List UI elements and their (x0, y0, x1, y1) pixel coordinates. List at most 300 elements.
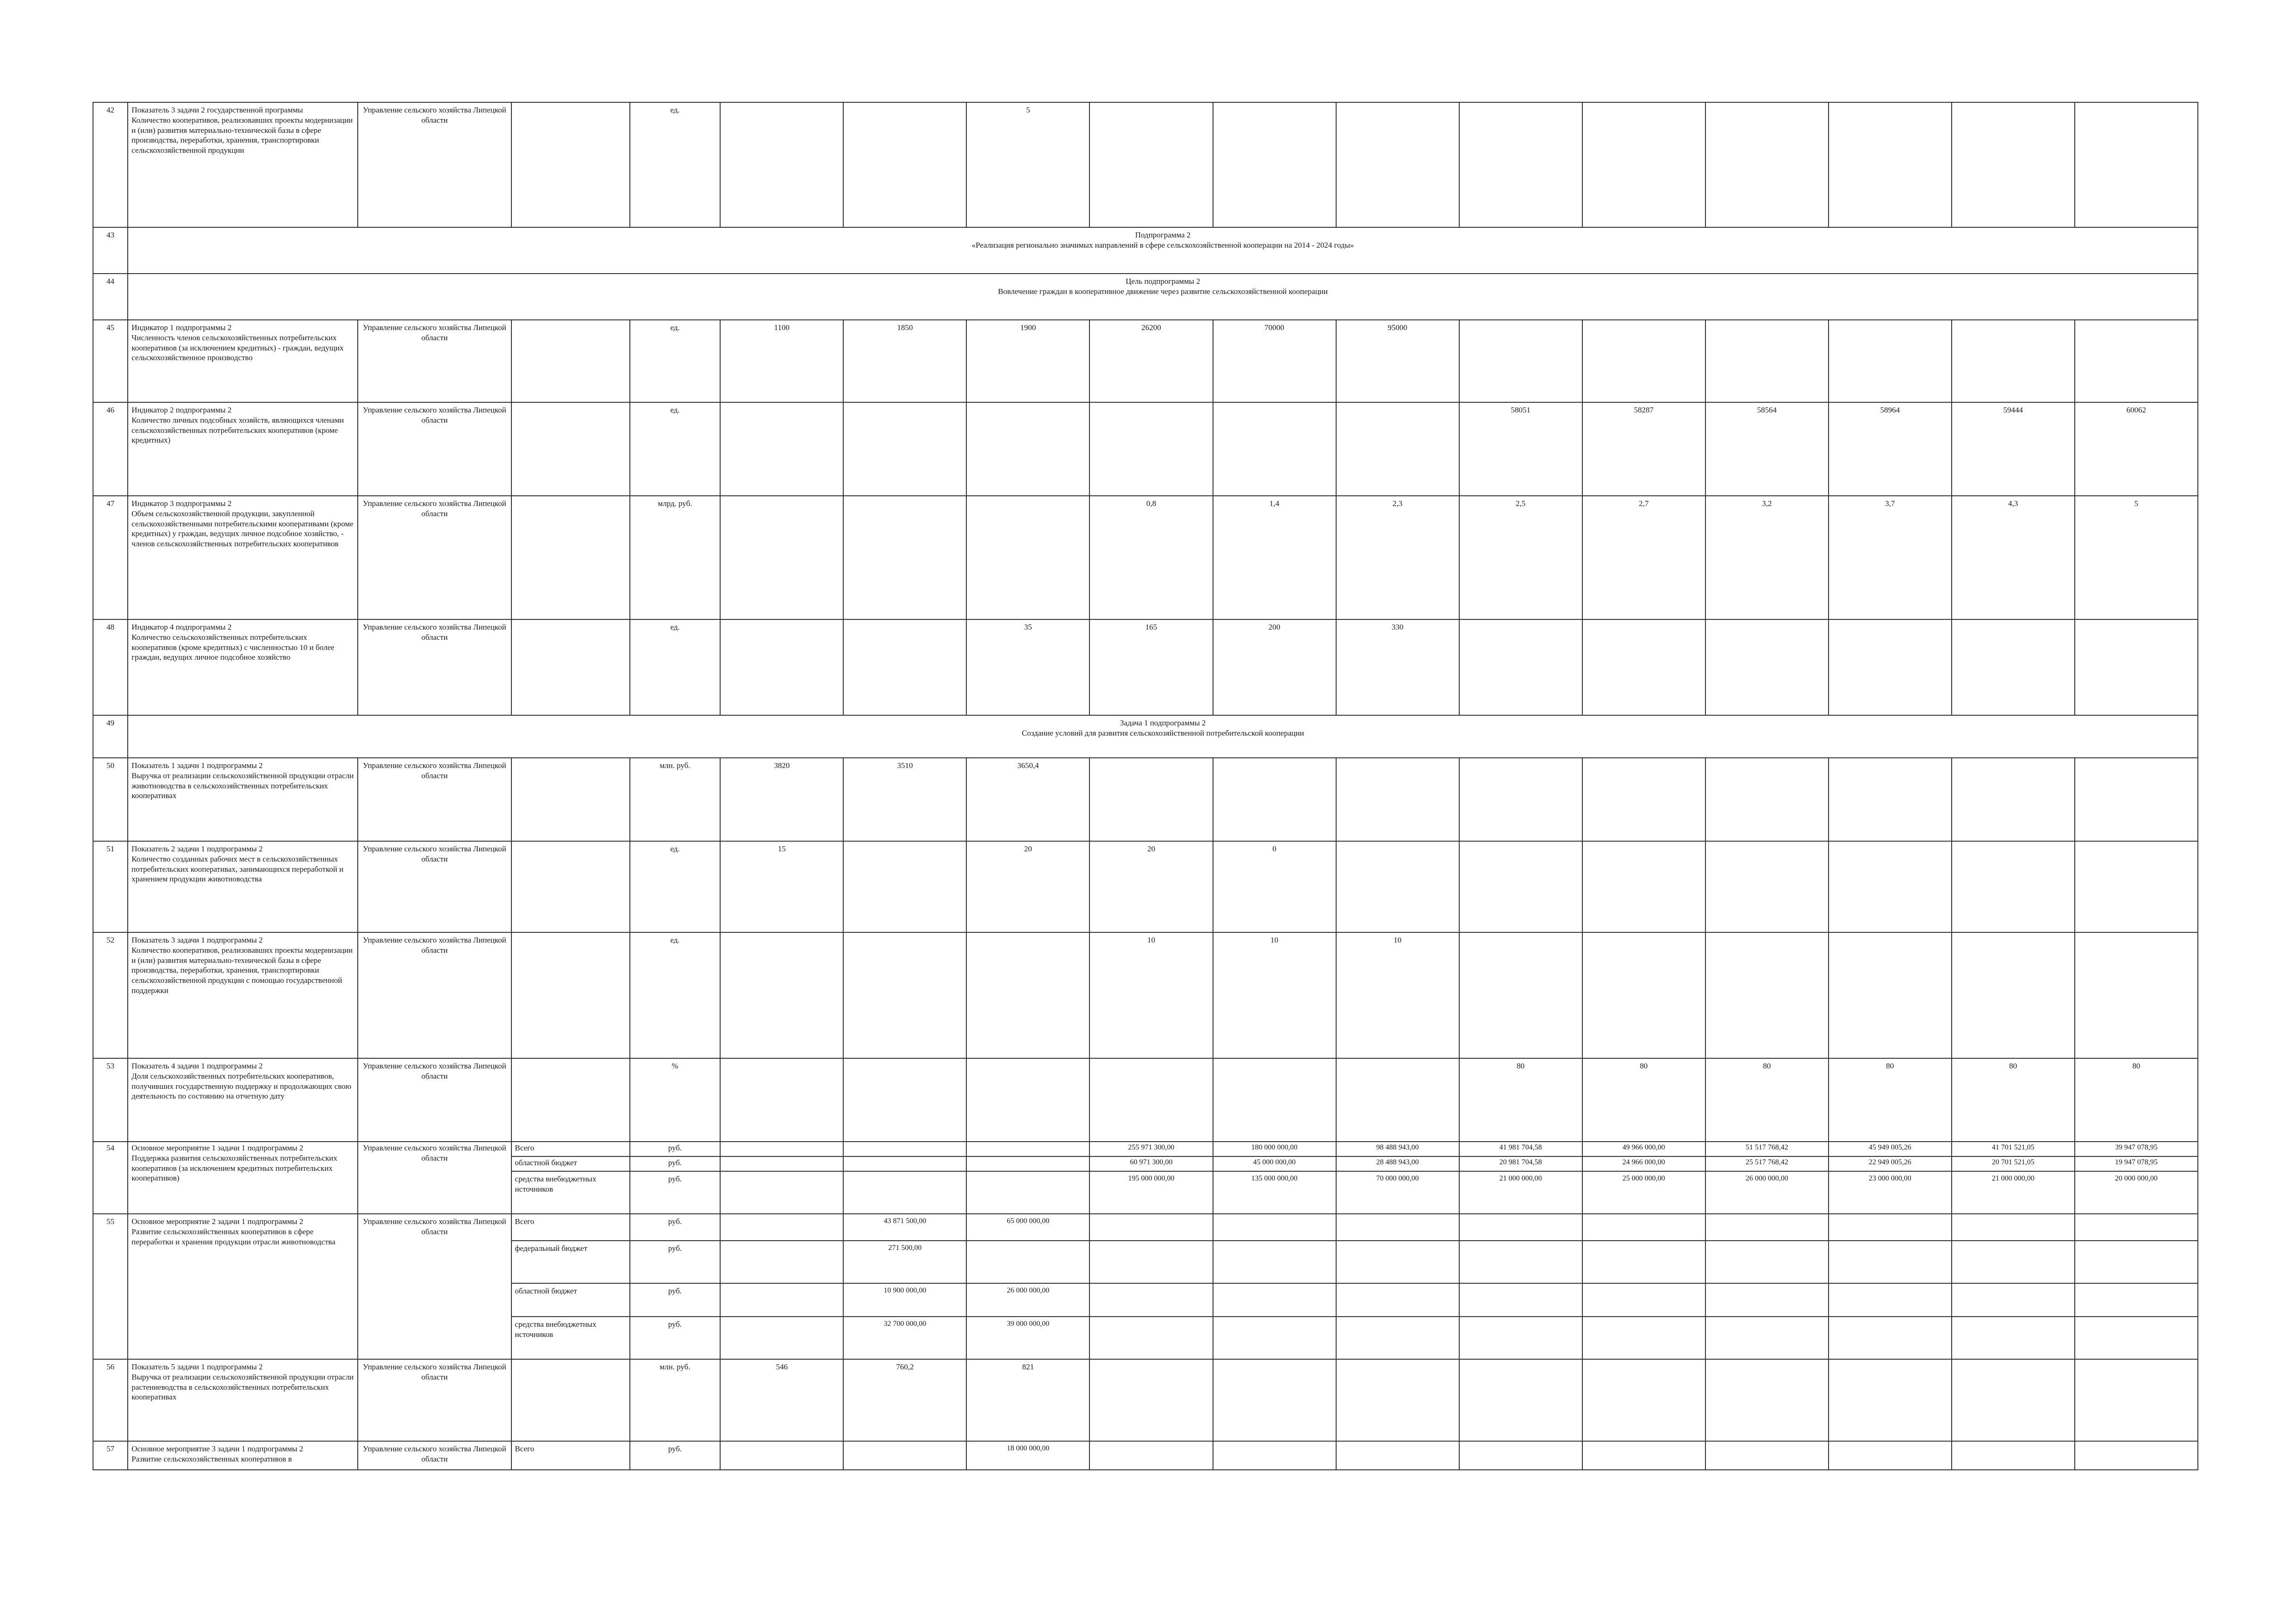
table-row (93, 102, 2198, 227)
value-cell (1705, 619, 1829, 715)
value-cell (966, 1171, 1089, 1214)
value-cell (1705, 102, 1829, 227)
value-cell (720, 1441, 843, 1470)
value-cell: 35 (966, 619, 1089, 715)
value-cell (1952, 758, 2075, 841)
value-cell (843, 841, 966, 932)
value-cell (966, 1142, 1089, 1156)
value-cell: 80 (2075, 1058, 2198, 1142)
value-cell (1952, 1441, 2075, 1470)
funding-source (511, 102, 630, 227)
value-cell: 45 000 000,00 (1213, 1156, 1336, 1171)
table-row (93, 1058, 2198, 1142)
indicator-name (128, 1142, 358, 1214)
value-cell (1089, 1283, 1213, 1317)
table-row (93, 402, 2198, 496)
indicator-name-text: Индикатор 1 подпрограммы 2 Численность членов сельскохозяйственных потребительских кооперативов (за исключением кредитных) - граждан, ведущих сельскохозяйственное производство (131, 323, 344, 362)
funding-source: средства внебюджетных источников (511, 1171, 630, 1214)
funding-source: Всего (511, 1441, 630, 1470)
value-cell: 5 (2075, 496, 2198, 619)
value-cell: 1,4 (1213, 496, 1336, 619)
value-cell (2075, 1359, 2198, 1441)
value-cell (1582, 1241, 1705, 1283)
value-cell (1829, 1359, 1952, 1441)
value-cell (1336, 1317, 1459, 1359)
value-cell (1952, 1283, 2075, 1317)
indicator-name (128, 932, 358, 1058)
responsible: Управление сельского хозяйства Липецкой области (358, 320, 511, 402)
value-cell (1582, 841, 1705, 932)
row-number: 49 (93, 715, 128, 758)
value-cell: 45 949 005,26 (1829, 1142, 1952, 1156)
value-cell (1459, 1283, 1582, 1317)
responsible: Управление сельского хозяйства Липецкой области (358, 1359, 511, 1441)
value-cell: 0,8 (1089, 496, 1213, 619)
task-subtitle: Создание условий для развития сельскохозяйственной потребительской кооперации (1021, 728, 1304, 737)
value-cell: 23 000 000,00 (1829, 1171, 1952, 1214)
value-cell (966, 496, 1089, 619)
value-cell: 80 (1705, 1058, 1829, 1142)
funding-source: Всего (511, 1214, 630, 1241)
funding-source (511, 932, 630, 1058)
subprogram-subtitle: «Реализация регионально значимых направлений в сфере сельскохозяйственной кооперации на 2014 - 2024 годы» (971, 240, 1354, 250)
value-cell (2075, 102, 2198, 227)
value-cell (843, 1142, 966, 1156)
value-cell (966, 1058, 1089, 1142)
value-cell (1336, 1058, 1459, 1142)
value-cell: 58287 (1582, 402, 1705, 496)
responsible: Управление сельского хозяйства Липецкой области (358, 758, 511, 841)
value-cell (843, 1156, 966, 1171)
value-cell: 28 488 943,00 (1336, 1156, 1459, 1171)
indicator-name (128, 1058, 358, 1142)
funding-source (511, 1359, 630, 1441)
indicator-name-text: Основное мероприятие 3 задачи 1 подпрограммы 2 Развитие сельскохозяйственных кооперативов в (131, 1444, 304, 1463)
value-cell (1089, 1058, 1213, 1142)
value-cell: 10 (1089, 932, 1213, 1058)
value-cell (1089, 402, 1213, 496)
value-cell: 255 971 300,00 (1089, 1142, 1213, 1156)
value-cell: 195 000 000,00 (1089, 1171, 1213, 1214)
value-cell (1089, 1241, 1213, 1283)
unit: млн. руб. (630, 1359, 721, 1441)
value-cell (1089, 1441, 1213, 1470)
value-cell (1582, 1214, 1705, 1241)
value-cell: 32 700 000,00 (843, 1317, 966, 1359)
value-cell: 1850 (843, 320, 966, 402)
value-cell (2075, 1241, 2198, 1283)
indicator-name (128, 102, 358, 227)
value-cell (1952, 841, 2075, 932)
value-cell: 24 966 000,00 (1582, 1156, 1705, 1171)
value-cell: 21 000 000,00 (1459, 1171, 1582, 1214)
section-row (93, 227, 2198, 274)
funding-source: областной бюджет (511, 1156, 630, 1171)
indicator-name-text: Индикатор 3 подпрограммы 2 Объем сельскохозяйственной продукции, закупленной сельскохозяйственными потребительскими кооперативами (кроме кредитных) у граждан, ведущих личное подсобное хозяйство, - членов сельскохозяйственных потребительских кооперативов (131, 499, 354, 548)
unit: руб. (630, 1214, 721, 1241)
value-cell: 821 (966, 1359, 1089, 1441)
row-number: 52 (93, 932, 128, 1058)
value-cell: 26 000 000,00 (966, 1283, 1089, 1317)
funding-source: Всего (511, 1142, 630, 1156)
value-cell: 2,7 (1582, 496, 1705, 619)
value-cell: 80 (1952, 1058, 2075, 1142)
value-cell (720, 1214, 843, 1241)
value-cell (720, 1156, 843, 1171)
value-cell: 80 (1582, 1058, 1705, 1142)
unit: ед. (630, 619, 721, 715)
funding-source (511, 402, 630, 496)
value-cell: 41 981 704,58 (1459, 1142, 1582, 1156)
table-row (93, 1359, 2198, 1441)
value-cell: 26 000 000,00 (1705, 1171, 1829, 1214)
subprogram-title: Подпрограмма 2 (1135, 231, 1191, 239)
unit: руб. (630, 1241, 721, 1283)
value-cell: 39 947 078,95 (2075, 1142, 2198, 1156)
value-cell (1459, 1241, 1582, 1283)
indicator-name-text: Индикатор 4 подпрограммы 2 Количество сельскохозяйственных потребительских кооперативов (кроме кредитных) с численностью 10 и более граждан, ведущих личное подсобное хозяйство (131, 623, 335, 662)
indicator-name-text: Показатель 5 задачи 1 подпрограммы 2 Выручка от реализации сельскохозяйственной продукции отрасли растениеводства в сельскохозяйственных потребительских кооперативах (131, 1362, 354, 1402)
table-row (93, 619, 2198, 715)
value-cell: 60062 (2075, 402, 2198, 496)
table-row (93, 496, 2198, 619)
value-cell: 25 000 000,00 (1582, 1171, 1705, 1214)
unit: ед. (630, 102, 721, 227)
row-number: 43 (93, 227, 128, 274)
value-cell (1705, 1359, 1829, 1441)
value-cell (1705, 1241, 1829, 1283)
value-cell: 39 000 000,00 (966, 1317, 1089, 1359)
responsible: Управление сельского хозяйства Липецкой области (358, 102, 511, 227)
unit: ед. (630, 932, 721, 1058)
indicator-name (128, 841, 358, 932)
value-cell (1705, 1441, 1829, 1470)
value-cell (720, 1241, 843, 1283)
value-cell (843, 932, 966, 1058)
value-cell (1459, 1441, 1582, 1470)
value-cell (720, 1142, 843, 1156)
value-cell (1089, 1214, 1213, 1241)
value-cell (1952, 320, 2075, 402)
value-cell (720, 1283, 843, 1317)
unit: руб. (630, 1441, 721, 1470)
value-cell (1089, 1317, 1213, 1359)
value-cell (1459, 1214, 1582, 1241)
value-cell (843, 1058, 966, 1142)
row-number: 42 (93, 102, 128, 227)
value-cell (1213, 102, 1336, 227)
goal-header (128, 274, 2198, 320)
value-cell (1336, 102, 1459, 227)
value-cell (1829, 841, 1952, 932)
value-cell (1829, 1441, 1952, 1470)
value-cell: 70 000 000,00 (1336, 1171, 1459, 1214)
value-cell (2075, 619, 2198, 715)
indicator-name-text: Показатель 3 задачи 2 государственной программы Количество кооперативов, реализовавших проекты модернизации и (или) развития материально-технической базы в сфере производства, переработки, хранения, транспортировки сельскохозяйственной продукции (131, 106, 353, 155)
value-cell: 271 500,00 (843, 1241, 966, 1283)
value-cell: 0 (1213, 841, 1336, 932)
value-cell (1829, 1241, 1952, 1283)
responsible: Управление сельского хозяйства Липецкой области (358, 619, 511, 715)
section-row (93, 274, 2198, 320)
funding-source (511, 496, 630, 619)
value-cell (1459, 320, 1582, 402)
value-cell (1213, 758, 1336, 841)
value-cell (1213, 1214, 1336, 1241)
value-cell: 3510 (843, 758, 966, 841)
value-cell (1213, 1359, 1336, 1441)
row-number: 46 (93, 402, 128, 496)
funding-source (511, 320, 630, 402)
value-cell: 58051 (1459, 402, 1582, 496)
value-cell (1213, 1317, 1336, 1359)
indicator-name (128, 496, 358, 619)
value-cell: 2,5 (1459, 496, 1582, 619)
value-cell: 95000 (1336, 320, 1459, 402)
value-cell (1336, 1441, 1459, 1470)
value-cell (1213, 1441, 1336, 1470)
value-cell: 70000 (1213, 320, 1336, 402)
table-row (93, 932, 2198, 1058)
value-cell: 18 000 000,00 (966, 1441, 1089, 1470)
value-cell (1459, 1317, 1582, 1359)
value-cell (1582, 758, 1705, 841)
value-cell: 1100 (720, 320, 843, 402)
funding-source (511, 619, 630, 715)
value-cell: 5 (966, 102, 1089, 227)
value-cell (720, 102, 843, 227)
value-cell (2075, 1214, 2198, 1241)
table-row (93, 841, 2198, 932)
value-cell (720, 932, 843, 1058)
value-cell (1459, 102, 1582, 227)
value-cell: 60 971 300,00 (1089, 1156, 1213, 1171)
responsible: Управление сельского хозяйства Липецкой области (358, 1441, 511, 1470)
table-row (93, 1441, 2198, 1470)
value-cell: 3,7 (1829, 496, 1952, 619)
unit: руб. (630, 1171, 721, 1214)
value-cell: 200 (1213, 619, 1336, 715)
indicator-name-text: Показатель 4 задачи 1 подпрограммы 2 Доля сельскохозяйственных потребительских кооперативов, получивших государственную поддержку и продолжающих свою деятельность по состоянию на отчетную дату (131, 1062, 352, 1101)
unit: руб. (630, 1283, 721, 1317)
row-number: 51 (93, 841, 128, 932)
value-cell (1705, 758, 1829, 841)
funding-source (511, 1058, 630, 1142)
funding-source: федеральный бюджет (511, 1241, 630, 1283)
goal-subtitle: Вовлечение граждан в кооперативное движение через развитие сельскохозяйственной кооперации (998, 287, 1328, 296)
indicator-name (128, 758, 358, 841)
value-cell: 135 000 000,00 (1213, 1171, 1336, 1214)
row-number: 56 (93, 1359, 128, 1441)
value-cell (1829, 1214, 1952, 1241)
value-cell: 59444 (1952, 402, 2075, 496)
value-cell (1582, 1359, 1705, 1441)
value-cell: 19 947 078,95 (2075, 1156, 2198, 1171)
value-cell (1336, 841, 1459, 932)
unit: ед. (630, 841, 721, 932)
value-cell (720, 1317, 843, 1359)
value-cell (1459, 758, 1582, 841)
value-cell: 2,3 (1336, 496, 1459, 619)
value-cell (1459, 932, 1582, 1058)
value-cell (1952, 102, 2075, 227)
value-cell (1213, 1058, 1336, 1142)
value-cell (1582, 102, 1705, 227)
indicator-name (128, 320, 358, 402)
unit: руб. (630, 1142, 721, 1156)
value-cell (843, 619, 966, 715)
row-number: 48 (93, 619, 128, 715)
value-cell (1705, 1317, 1829, 1359)
value-cell (1336, 1241, 1459, 1283)
value-cell (1089, 758, 1213, 841)
row-number: 54 (93, 1142, 128, 1214)
unit: ед. (630, 320, 721, 402)
value-cell (843, 102, 966, 227)
value-cell (1829, 102, 1952, 227)
value-cell: 98 488 943,00 (1336, 1142, 1459, 1156)
value-cell (1829, 619, 1952, 715)
value-cell (1459, 841, 1582, 932)
value-cell: 1900 (966, 320, 1089, 402)
funding-source: областной бюджет (511, 1283, 630, 1317)
value-cell (1582, 1317, 1705, 1359)
value-cell (1213, 402, 1336, 496)
value-cell: 43 871 500,00 (843, 1214, 966, 1241)
responsible: Управление сельского хозяйства Липецкой области (358, 1058, 511, 1142)
value-cell (1582, 619, 1705, 715)
unit: руб. (630, 1156, 721, 1171)
responsible: Управление сельского хозяйства Липецкой области (358, 1142, 511, 1214)
value-cell (2075, 758, 2198, 841)
task-title: Задача 1 подпрограммы 2 (1120, 718, 1206, 727)
indicator-name (128, 1214, 358, 1359)
value-cell (1089, 102, 1213, 227)
value-cell (2075, 320, 2198, 402)
value-cell: 22 949 005,26 (1829, 1156, 1952, 1171)
value-cell: 26200 (1089, 320, 1213, 402)
value-cell: 165 (1089, 619, 1213, 715)
row-number: 50 (93, 758, 128, 841)
table-row (93, 1214, 2198, 1241)
value-cell (1705, 1214, 1829, 1241)
task-header (128, 715, 2198, 758)
unit: % (630, 1058, 721, 1142)
value-cell (2075, 841, 2198, 932)
indicator-name-text: Показатель 3 задачи 1 подпрограммы 2 Количество кооперативов, реализовавших проекты модернизации и (или) развития материально-технической базы в сфере производства, переработки, хранения, транспортировки сельскохозяйственной продукции с помощью государственной поддержки (131, 936, 353, 995)
indicator-name-text: Показатель 1 задачи 1 подпрограммы 2 Выручка от реализации сельскохозяйственной продукции отрасли животноводства в сельскохозяйственных потребительских кооперативах (131, 761, 354, 800)
indicator-name-text: Показатель 2 задачи 1 подпрограммы 2 Количество созданных рабочих мест в сельскохозяйственных потребительских кооперативах, занимающихся переработкой и хранением продукции животноводства (131, 844, 344, 884)
value-cell (1336, 1283, 1459, 1317)
row-number: 44 (93, 274, 128, 320)
unit: руб. (630, 1317, 721, 1359)
value-cell (1952, 1359, 2075, 1441)
value-cell (1336, 758, 1459, 841)
value-cell: 10 (1336, 932, 1459, 1058)
value-cell (1952, 1317, 2075, 1359)
row-number: 47 (93, 496, 128, 619)
value-cell (1336, 1359, 1459, 1441)
value-cell (1829, 1317, 1952, 1359)
value-cell: 21 000 000,00 (1952, 1171, 2075, 1214)
indicator-name (128, 1359, 358, 1441)
value-cell: 25 517 768,42 (1705, 1156, 1829, 1171)
value-cell (1582, 320, 1705, 402)
indicator-name-text: Основное мероприятие 2 задачи 1 подпрограммы 2 Развитие сельскохозяйственных кооперативов в сфере переработки и хранения продукции отрасли животноводства (131, 1217, 336, 1246)
value-cell (1705, 1283, 1829, 1317)
value-cell: 4,3 (1952, 496, 2075, 619)
value-cell: 20 981 704,58 (1459, 1156, 1582, 1171)
value-cell (843, 1171, 966, 1214)
value-cell (1705, 932, 1829, 1058)
value-cell (1952, 1214, 2075, 1241)
value-cell (720, 619, 843, 715)
funding-source: средства внебюджетных источников (511, 1317, 630, 1359)
indicator-name-text: Основное мероприятие 1 задачи 1 подпрограммы 2 Поддержка развития сельскохозяйственных потребительских кооперативов (за исключением кредитных потребительских кооперативов) (131, 1143, 337, 1183)
value-cell: 546 (720, 1359, 843, 1441)
table-row (93, 758, 2198, 841)
value-cell (1952, 932, 2075, 1058)
value-cell (720, 1171, 843, 1214)
value-cell (1952, 1241, 2075, 1283)
value-cell: 20 (1089, 841, 1213, 932)
value-cell (1089, 1359, 1213, 1441)
value-cell (1336, 1214, 1459, 1241)
unit: млн. руб. (630, 758, 721, 841)
value-cell (1829, 320, 1952, 402)
value-cell (720, 496, 843, 619)
unit: ед. (630, 402, 721, 496)
value-cell (1213, 1241, 1336, 1283)
unit: млрд. руб. (630, 496, 721, 619)
value-cell (966, 402, 1089, 496)
value-cell: 3820 (720, 758, 843, 841)
value-cell (1829, 758, 1952, 841)
indicator-name (128, 402, 358, 496)
value-cell: 65 000 000,00 (966, 1214, 1089, 1241)
value-cell: 80 (1459, 1058, 1582, 1142)
row-number: 45 (93, 320, 128, 402)
value-cell: 760,2 (843, 1359, 966, 1441)
row-number: 53 (93, 1058, 128, 1142)
responsible: Управление сельского хозяйства Липецкой области (358, 496, 511, 619)
section-row (93, 715, 2198, 758)
responsible: Управление сельского хозяйства Липецкой области (358, 1214, 511, 1359)
value-cell: 51 517 768,42 (1705, 1142, 1829, 1156)
value-cell: 10 (1213, 932, 1336, 1058)
value-cell: 49 966 000,00 (1582, 1142, 1705, 1156)
value-cell (1829, 1283, 1952, 1317)
value-cell (1582, 1283, 1705, 1317)
value-cell (966, 1241, 1089, 1283)
value-cell (1459, 1359, 1582, 1441)
value-cell: 58964 (1829, 402, 1952, 496)
table-row (93, 1142, 2198, 1156)
value-cell (1336, 402, 1459, 496)
value-cell (843, 402, 966, 496)
responsible: Управление сельского хозяйства Липецкой области (358, 402, 511, 496)
row-number: 55 (93, 1214, 128, 1359)
value-cell (843, 1441, 966, 1470)
value-cell (1582, 932, 1705, 1058)
value-cell (1705, 841, 1829, 932)
table-row (93, 320, 2198, 402)
value-cell: 330 (1336, 619, 1459, 715)
value-cell: 3650,4 (966, 758, 1089, 841)
funding-source (511, 758, 630, 841)
row-number: 57 (93, 1441, 128, 1470)
value-cell: 3,2 (1705, 496, 1829, 619)
